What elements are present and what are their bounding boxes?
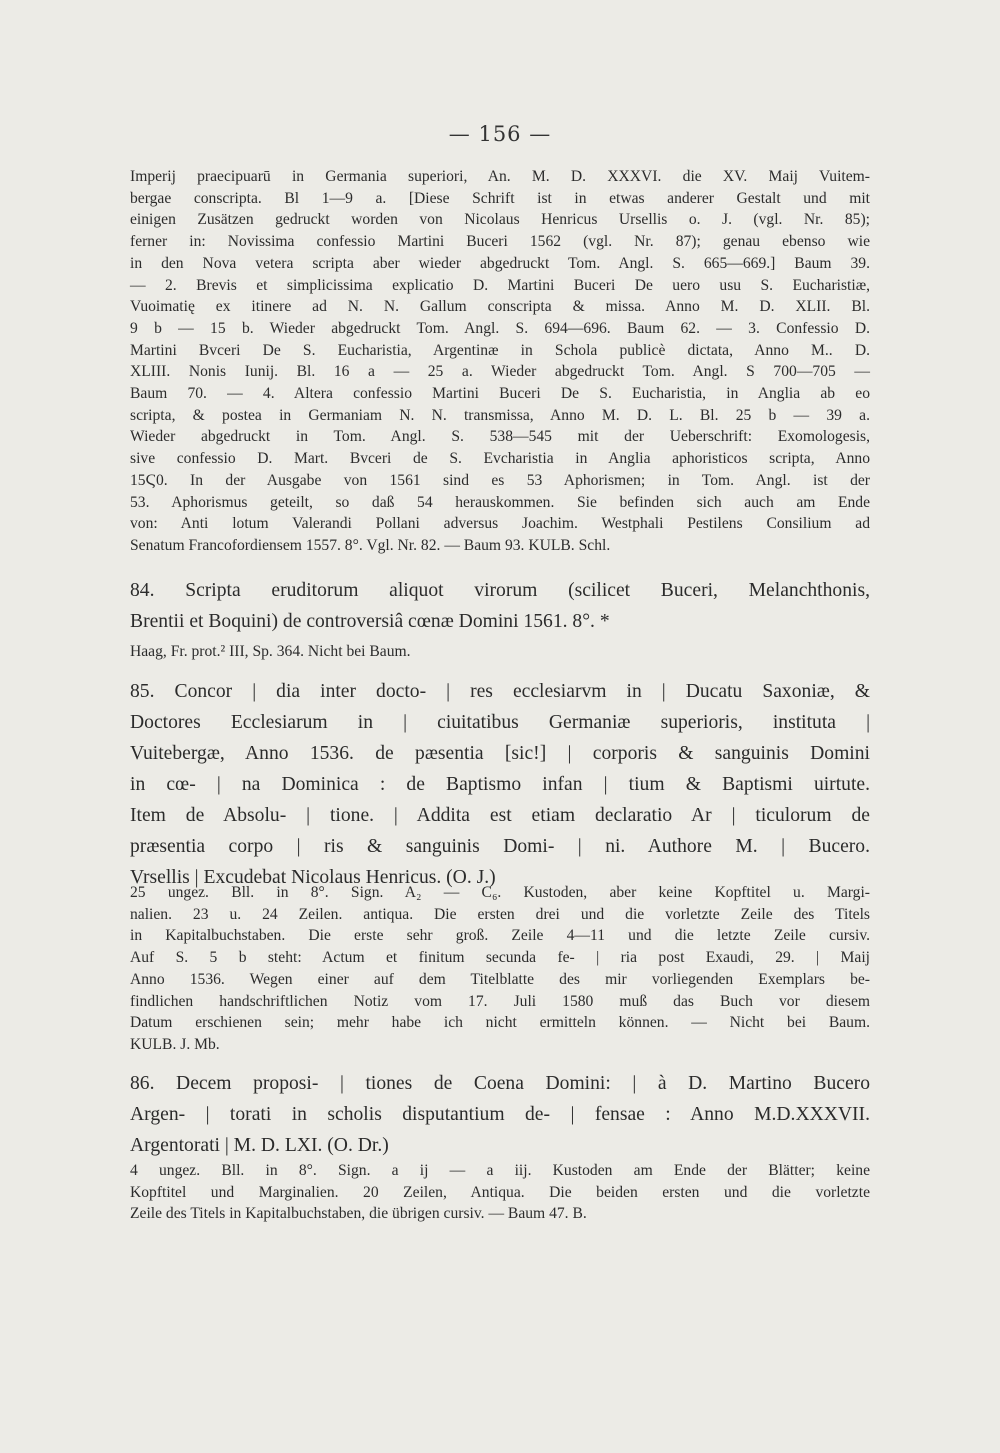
text-line: von: Anti lotum Valerandi Pollani adversus Joachim. Westphali Pestilens Consilium ad — [130, 515, 870, 533]
title-line: Argentorati | M. D. LXI. (O. Dr.) — [130, 1135, 389, 1156]
title-line: 84. Scripta eruditorum aliquot virorum (scilicet Buceri, Melanchthonis, — [130, 580, 870, 601]
entry-86-title — [130, 1068, 870, 1161]
text-line: nalien. 23 u. 24 Zeilen. antiqua. Die ersten drei und die vorletzte Zeile des Titels — [130, 905, 870, 923]
text-line: Anno 1536. Wegen einer auf dem Titelblatte des mir vorliegenden Exemplars be- — [130, 970, 870, 988]
text-line: Zeile des Titels in Kapitalbuchstaben, die übrigen cursiv. — Baum 47. B. — [130, 1205, 587, 1223]
text-line: Haag, Fr. prot.² III, Sp. 364. Nicht bei Baum. — [130, 643, 411, 660]
text-line: XLIII. Nonis Iunij. Bl. 16 a — 25 a. Wieder abgedruckt Tom. Angl. S 700—705 — — [130, 363, 870, 381]
text-line: scripta, & postea in Germaniam N. N. transmissa, Anno M. D. L. Bl. 25 b — 39 a. — [130, 406, 870, 424]
text-line: KULB. J. Mb. — [130, 1035, 220, 1053]
title-line: in cœ- | na Dominica : de Baptismo infan | tium & Baptismi uirtute. — [130, 774, 870, 795]
entry-86-notes — [130, 1160, 870, 1225]
text-line: 15Ϛ0. In der Ausgabe von 1561 sind es 53 Aphorismen; in Tom. Angl. ist der — [130, 471, 870, 489]
entry-84-title — [130, 575, 870, 637]
text-line: Baum 70. — 4. Altera confessio Martini Buceri De S. Eucharistia, in Anglia ab eo — [130, 385, 870, 403]
entry-85-notes — [130, 882, 870, 1056]
entry-84-notes — [130, 641, 870, 663]
text-line: Wieder abgedruckt in Tom. Angl. S. 538—545 mit der Ueberschrift: Exomologesis, — [130, 428, 870, 446]
title-line: Argen- | torati in scholis disputantium de- | fensae : Anno M.D.XXXVII. — [130, 1104, 870, 1125]
text-line: Vuoimatię ex itinere ad N. N. Gallum conscripta & missa. Anno M. D. XLII. Bl. — [130, 298, 870, 316]
title-line: Vrsellis | Excudebat Nicolaus Henricus. (O. J.) — [130, 867, 496, 888]
title-line: 85. Concor | dia inter docto- | res ecclesiarvm in | Ducatu Saxoniæ, & — [130, 681, 870, 702]
text-line: 53. Aphorismus geteilt, so daß 54 herauskommen. Sie befinden sich auch am Ende — [130, 493, 870, 511]
entry-85-title — [130, 676, 870, 893]
title-line: Brentii et Boquini) de controversiâ cœnæ Domini 1561. 8°. * — [130, 611, 610, 632]
text-line: — 2. Brevis et simplicissima explicatio D. Martini Buceri De uero usu S. Eucharistiæ, — [130, 276, 870, 294]
page-number: — 156 — — [448, 122, 552, 146]
text-line: Senatum Francofordiensem 1557. 8°. Vgl. Nr. 82. — Baum 93. KULB. Schl. — [130, 536, 611, 554]
text-line: bergae conscripta. Bl 1—9 a. [Diese Schrift ist in etwas anderer Gestalt und mit — [130, 189, 870, 207]
text-line: 25 ungez. Bll. in 8°. Sign. A₂ — C₆. Kustoden, aber keine Kopftitel u. Margi- — [130, 884, 870, 901]
text-line: einigen Zusätzen gedruckt worden von Nicolaus Henricus Ursellis o. J. (vgl. Nr. 85); — [130, 211, 870, 229]
text-line: findlichen handschriftlichen Notiz vom 17. Juli 1580 muß das Buch vor diesem — [130, 992, 870, 1010]
text-line: Imperij praecipuarū in Germania superiori, An. M. D. XXXVI. die XV. Maij Vuitem- — [130, 168, 870, 185]
title-line: Doctores Ecclesiarum in | ciuitatibus Germaniæ superioris, instituta | — [130, 712, 870, 733]
title-line: 86. Decem proposi- | tiones de Coena Domini: | à D. Martino Bucero — [130, 1073, 870, 1094]
text-line: sive confessio D. Mart. Bvceri de S. Evcharistia in Anglia aphoristicos scripta, Anno — [130, 450, 870, 468]
title-line: Vuitebergæ, Anno 1536. de pæsentia [sic!] | corporis & sanguinis Domini — [130, 743, 870, 764]
text-line: 9 b — 15 b. Wieder abgedruckt Tom. Angl. S. 694—696. Baum 62. — 3. Confessio D. — [130, 319, 870, 337]
text-line: Martini Bvceri De S. Eucharistia, Argentinæ in Schola publicè dictata, Anno M.. D. — [130, 341, 870, 359]
text-line: Auf S. 5 b steht: Actum et finitum secunda fe- | ria post Exaudi, 29. | Maij — [130, 949, 870, 967]
title-line: Item de Absolu- | tione. | Addita est etiam declaratio Ar | ticulorum de — [130, 805, 870, 826]
title-line: præsentia corpo | ris & sanguinis Domi- | ni. Authore M. | Bucero. — [130, 836, 870, 857]
text-line: Datum erschienen sein; mehr habe ich nicht ermitteln können. — Nicht bei Baum. — [130, 1014, 870, 1032]
text-line: in den Nova vetera scripta aber wieder abgedruckt Tom. Angl. S. 665—669.] Baum 39. — [130, 254, 870, 272]
text-line: 4 ungez. Bll. in 8°. Sign. a ij — a iij. Kustoden am Ende der Blätter; keine — [130, 1162, 870, 1179]
text-line: ferner in: Novissima confessio Martini Buceri 1562 (vgl. Nr. 87); genau ebenso wie — [130, 233, 870, 251]
entry-83-notes — [130, 166, 870, 557]
text-line: in Kapitalbuchstaben. Die erste sehr groß. Zeile 4—11 und die letzte Zeile cursiv. — [130, 927, 870, 945]
text-line: Kopftitel und Marginalien. 20 Zeilen, Antiqua. Die beiden ersten und die vorletzte — [130, 1183, 870, 1201]
